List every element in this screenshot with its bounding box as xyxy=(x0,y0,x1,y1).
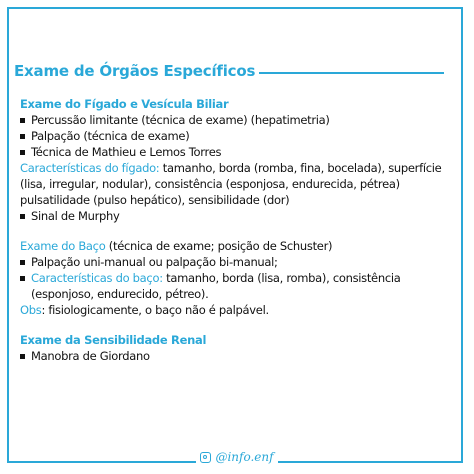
section-gap xyxy=(20,318,448,332)
obs-label: Obs xyxy=(20,303,42,317)
list-item xyxy=(20,208,448,224)
figado-characteristics-label: Características do fígado: xyxy=(20,161,160,175)
footer-handle: @info.enf xyxy=(215,450,274,464)
section-gap xyxy=(20,224,448,238)
list-item-text: Manobra de Giordano xyxy=(31,349,150,363)
obs-text: : fisiologicamente, o baço não é palpável. xyxy=(41,303,269,317)
list-item-text: Palpação uni-manual ou palpação bi-manual; xyxy=(31,255,278,269)
list-item-text: Percussão limitante (técnica de exame) (hepatimetria) xyxy=(31,113,330,127)
bullet-icon xyxy=(20,134,25,139)
bullet-icon xyxy=(20,214,25,219)
bullet-icon xyxy=(20,276,25,281)
list-item-text: Técnica de Mathieu e Lemos Torres xyxy=(31,145,222,159)
obs-note xyxy=(20,302,448,318)
bullet-icon xyxy=(20,260,25,265)
section-heading-renal: Exame da Sensibilidade Renal xyxy=(20,333,207,347)
section-heading-figado: Exame do Fígado e Vesícula Biliar xyxy=(20,97,229,111)
baco-characteristics xyxy=(31,270,448,302)
section-heading-baco: Exame do Baço xyxy=(20,239,106,253)
section-heading-baco-row xyxy=(20,238,448,254)
instagram-icon xyxy=(200,452,211,463)
baco-characteristics-label: Características do baço: xyxy=(31,271,163,285)
list-item xyxy=(20,348,448,364)
list-item xyxy=(20,254,448,270)
list-item xyxy=(20,128,448,144)
footer xyxy=(0,448,474,466)
list-item xyxy=(20,270,448,302)
figado-characteristics xyxy=(20,160,448,208)
list-item xyxy=(20,112,448,128)
bullet-icon xyxy=(20,118,25,123)
list-item-text: Sinal de Murphy xyxy=(31,209,120,223)
content xyxy=(20,96,448,364)
title-row xyxy=(14,60,444,82)
section-heading-baco-suffix: (técnica de exame; posição de Schuster) xyxy=(105,239,333,253)
footer-handle-group xyxy=(196,450,277,464)
bullet-icon xyxy=(20,354,25,359)
title-divider xyxy=(259,72,444,74)
baco-characteristics-text: tamanho, borda (lisa, romba), consistência (esponjoso, endurecido, pétreo). xyxy=(31,271,401,301)
list-item-text: Palpação (técnica de exame) xyxy=(31,129,190,143)
figado-characteristics-text: tamanho, borda (romba, fina, bocelada), superfície (lisa, irregular, nodular), consistência (esponjosa, endurecida, pétrea) pulsatilidade (pulso hepático), sensibilidade (dor) xyxy=(20,161,442,207)
bullet-icon xyxy=(20,150,25,155)
page-title: Exame de Órgãos Específicos xyxy=(14,62,256,80)
list-item xyxy=(20,144,448,160)
